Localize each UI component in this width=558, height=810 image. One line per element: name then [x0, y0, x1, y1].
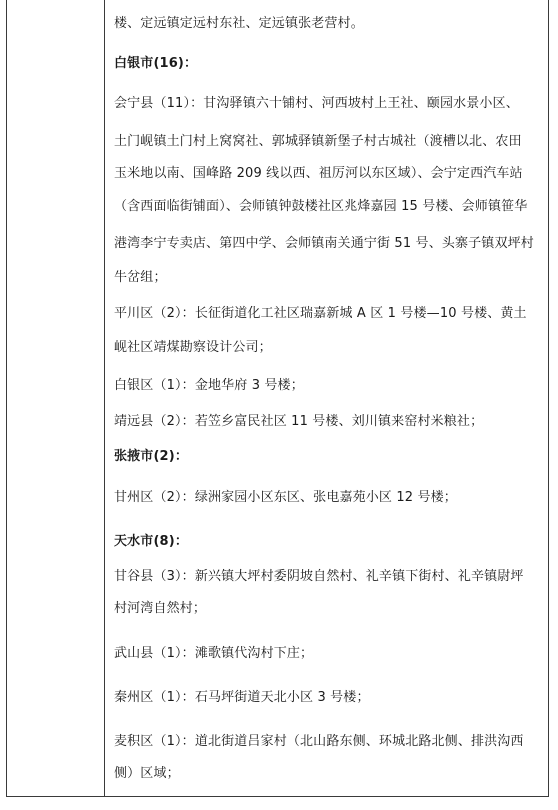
text-line: 楼、定远镇定远村东社、定远镇张老营村。	[114, 16, 364, 31]
column-divider	[104, 0, 105, 797]
text-line: 牛岔组；	[114, 270, 167, 285]
text-line: 麦积区（1）：道北街道吕家村（北山路东侧、环城北路北侧、排洪沟西	[114, 734, 524, 749]
table-frame	[6, 0, 549, 797]
text-line: 平川区（2）：长征街道化工社区瑞嘉新城 A 区 1 号楼—10 号楼、黄土	[114, 306, 527, 321]
city-heading: 天水市(8)：	[114, 534, 188, 549]
text-line: 侧）区域；	[114, 766, 180, 781]
text-line: 土门岘镇土门村上窝窝社、郭城驿镇新堡子村古城社（渡槽以北、农田	[114, 134, 522, 149]
text-line: 靖远县（2）：若笠乡富民社区 11 号楼、刘川镇来窑村米粮社；	[114, 414, 484, 429]
text-line: 玉米地以南、国峰路 209 线以西、祖厉河以东区域）、会宁定西汽车站	[114, 166, 523, 181]
text-line: 岘社区靖煤勘察设计公司；	[114, 340, 272, 355]
text-line: 甘谷县（3）：新兴镇大坪村委阴坡自然村、礼辛镇下街村、礼辛镇尉坪	[114, 569, 524, 584]
text-line: 白银区（1）：金地华府 3 号楼；	[114, 378, 304, 393]
text-line: 村河湾自然村；	[114, 601, 207, 616]
text-line: 甘州区（2）：绿洲家园小区东区、张电嘉苑小区 12 号楼；	[114, 490, 457, 505]
city-heading: 白银市(16)：	[114, 56, 198, 71]
text-line: 港湾李宁专卖店、第四中学、会师镇南关通宁街 51 号、头寨子镇双坪村	[114, 236, 534, 251]
text-line: 秦州区（1）：石马坪街道天北小区 3 号楼；	[114, 690, 370, 705]
text-line: 武山县（1）：滩歌镇代沟村下庄；	[114, 646, 314, 661]
text-line: 会宁县（11）：甘沟驿镇六十铺村、河西坡村上王社、颐园水景小区、	[114, 96, 519, 111]
text-line: （含西面临街铺面）、会师镇钟鼓楼社区兆烽嘉园 15 号楼、会师镇笹华	[114, 199, 528, 214]
city-heading: 张掖市(2)：	[114, 449, 188, 464]
